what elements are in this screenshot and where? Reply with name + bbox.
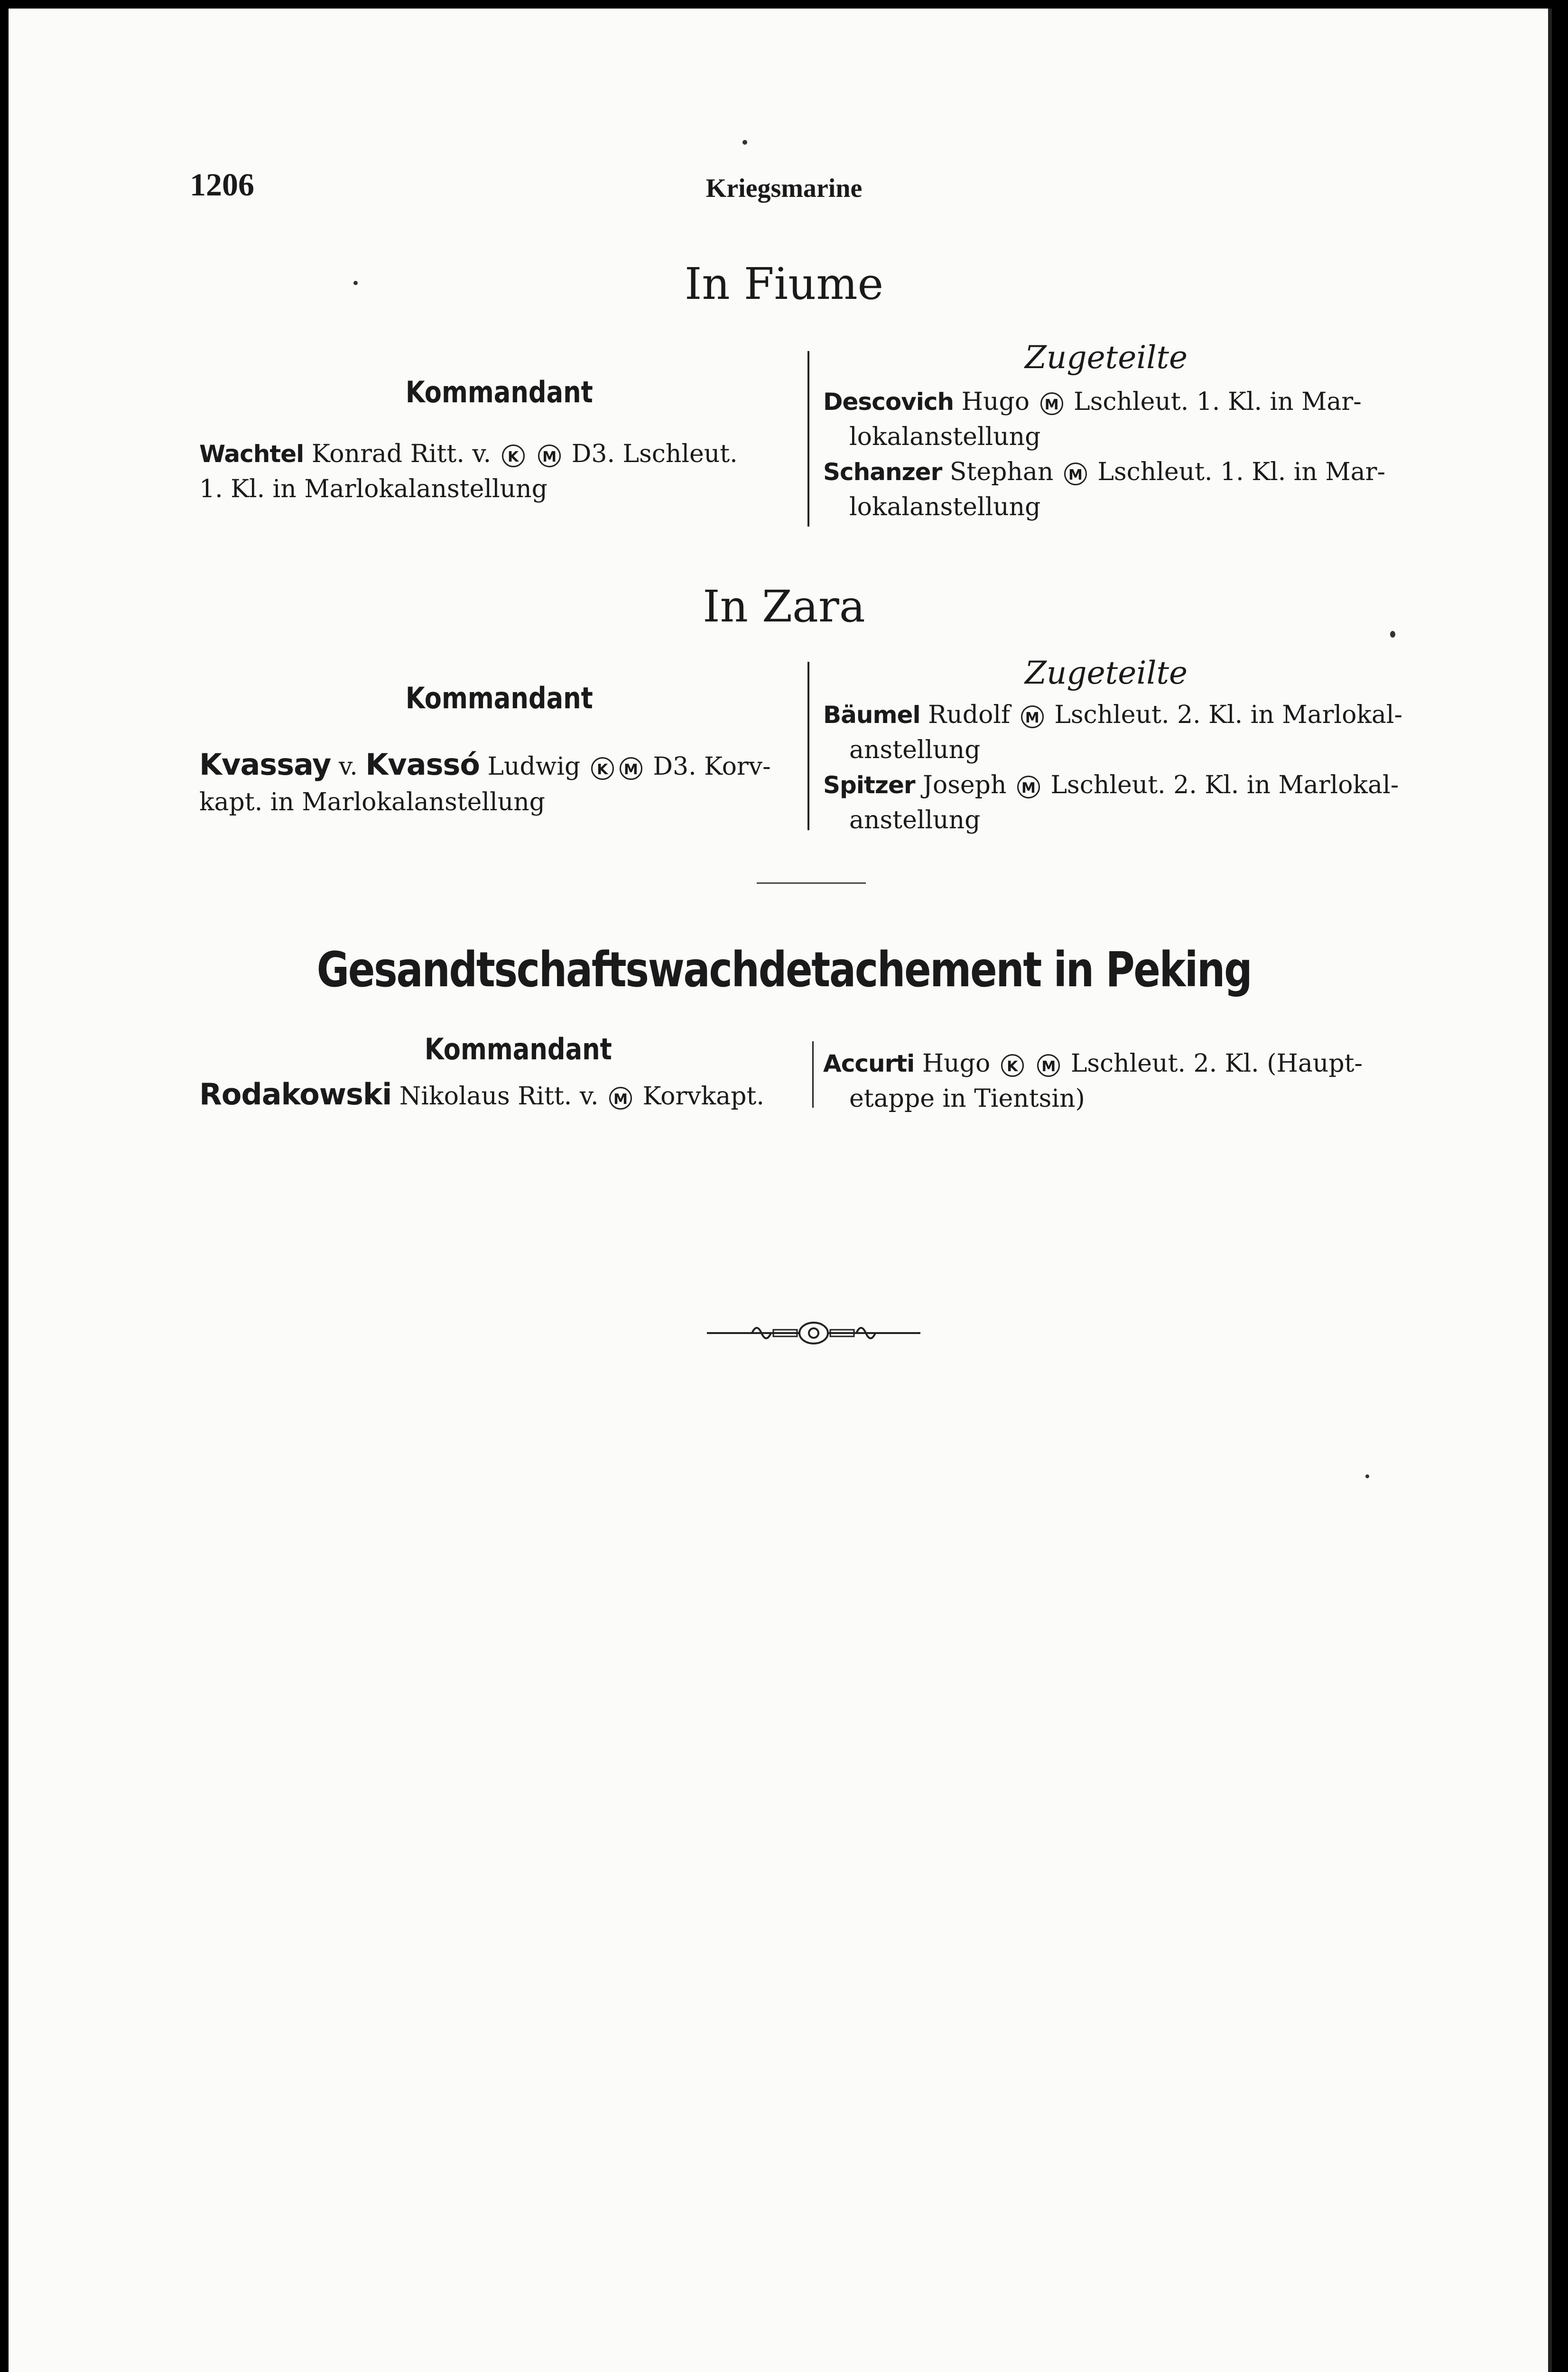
section-title-zara: In Zara	[703, 581, 865, 632]
m-badge-icon: M	[1037, 1054, 1060, 1077]
list-item-cont: lokalanstellung	[849, 493, 1041, 521]
list-item: Descovich Hugo M Lschleut. 1. Kl. in Mar-	[823, 388, 1362, 416]
peking-kommandant-line: Rodakowski Nikolaus Ritt. v. M Korvkapt.	[199, 1077, 764, 1112]
zara-kommandant-line2: kapt. in Marlokalanstellung	[199, 788, 545, 816]
column-divider	[812, 1041, 814, 1108]
m-badge-icon: M	[1040, 392, 1063, 415]
m-badge-icon: M	[538, 445, 561, 467]
list-item-cont: anstellung	[849, 736, 981, 764]
m-badge-icon: M	[1017, 776, 1040, 798]
person-name: Wachtel	[199, 440, 304, 468]
speck	[1390, 631, 1395, 638]
section-title-fiume: In Fiume	[684, 259, 884, 309]
page-sheet	[9, 9, 1552, 2372]
list-item-cont: anstellung	[849, 806, 981, 834]
fiume-kommandant-label: Kommandant	[405, 375, 593, 409]
ornament-divider-icon	[707, 1316, 920, 1350]
m-badge-icon: M	[1064, 463, 1087, 485]
m-badge-icon: M	[1021, 705, 1044, 728]
list-item: Schanzer Stephan M Lschleut. 1. Kl. in Mar-	[823, 458, 1386, 486]
peking-kommandant-label: Kommandant	[424, 1032, 612, 1066]
column-divider	[807, 662, 809, 830]
speck	[742, 140, 747, 145]
zara-zugeteilte-label: Zugeteilte	[1025, 655, 1188, 691]
zara-kommandant-line1: Kvassay v. Kvassó Ludwig K M D3. Korv-	[199, 747, 771, 782]
k-badge-icon: K	[502, 445, 525, 467]
zara-kommandant-label: Kommandant	[405, 681, 593, 715]
running-title: Kriegsmarine	[705, 174, 863, 203]
page-number: 1206	[190, 167, 254, 203]
list-item: Bäumel Rudolf M Lschleut. 2. Kl. in Marlokal-	[823, 701, 1403, 729]
speck	[1365, 1474, 1369, 1478]
m-badge-icon: M	[620, 757, 642, 780]
list-item-cont: etappe in Tientsin)	[849, 1084, 1085, 1113]
k-badge-icon: K	[1001, 1054, 1024, 1077]
list-item-cont: lokalanstellung	[849, 423, 1041, 451]
list-item: Accurti Hugo K M Lschleut. 2. Kl. (Haupt-	[823, 1049, 1363, 1078]
m-badge-icon: M	[609, 1087, 632, 1110]
column-divider	[807, 351, 809, 527]
section-title-peking: Gesandtschaftswachdetachement in Peking	[316, 942, 1252, 998]
fiume-kommandant-line2: 1. Kl. in Marlokalanstellung	[199, 475, 547, 503]
fiume-kommandant-line1: Wachtel Konrad Ritt. v. K M D3. Lschleut.	[199, 440, 738, 468]
section-divider	[757, 882, 866, 884]
fiume-zugeteilte-label: Zugeteilte	[1025, 339, 1188, 376]
list-item: Spitzer Joseph M Lschleut. 2. Kl. in Marlokal-	[823, 771, 1399, 799]
k-badge-icon: K	[591, 757, 614, 780]
